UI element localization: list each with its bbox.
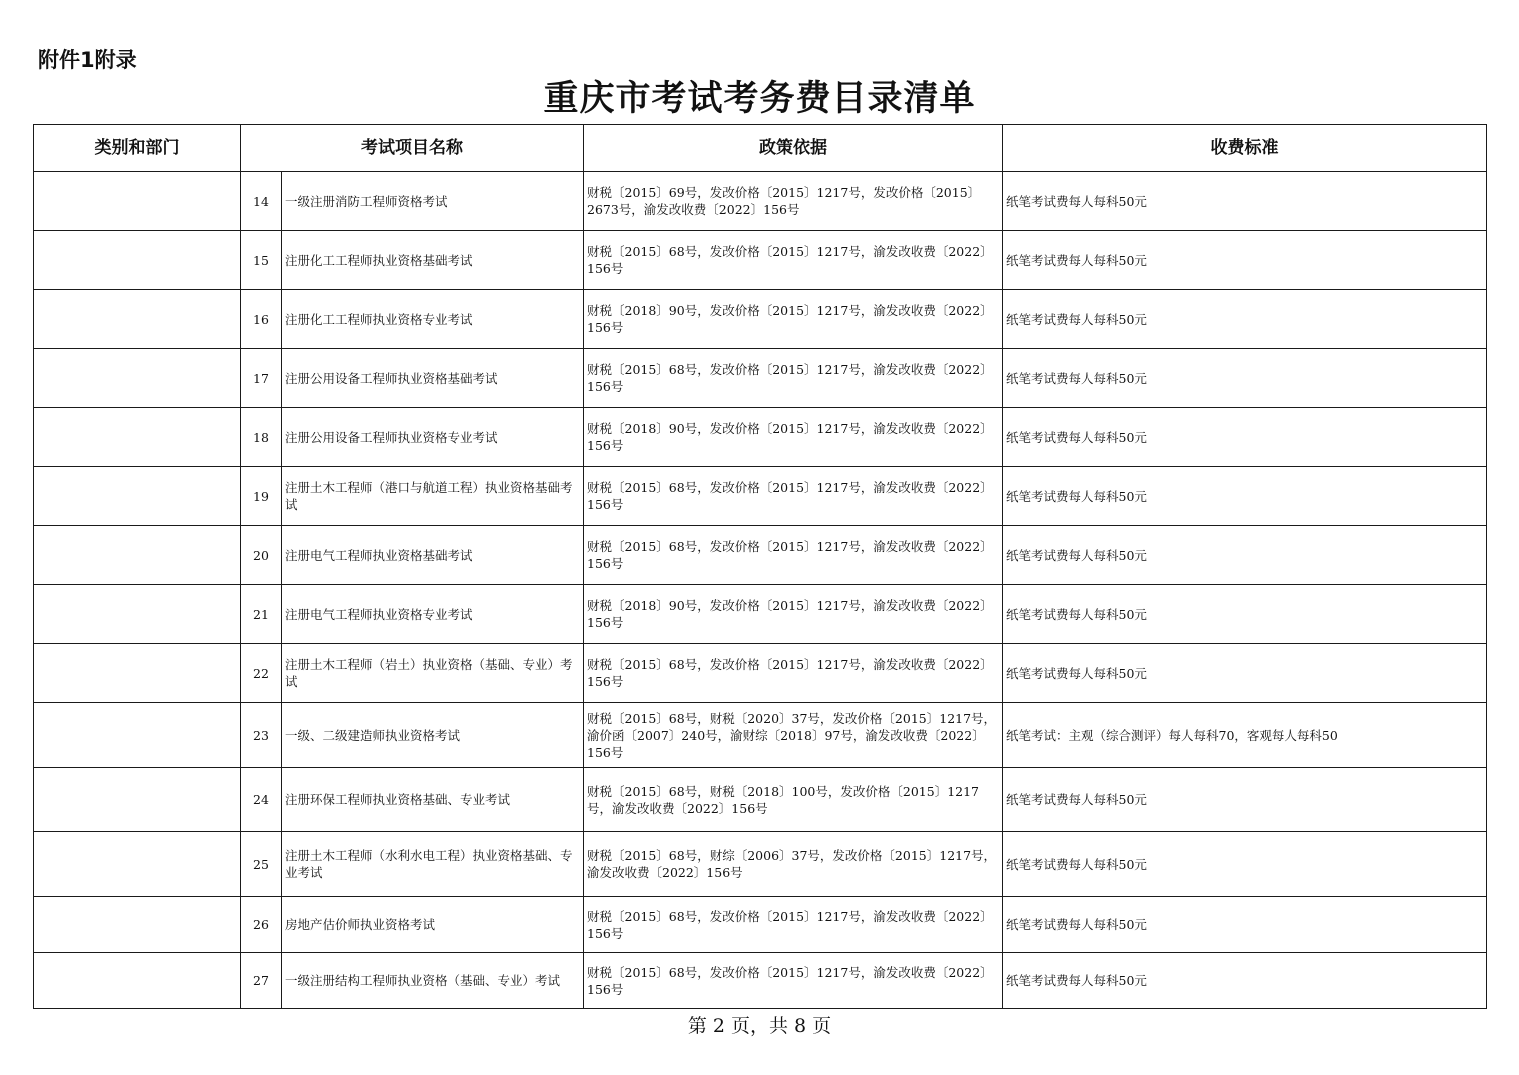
policy-cell: 财税〔2015〕69号，发改价格〔2015〕1217号，发改价格〔2015〕2673号，渝发改收费〔2022〕156号 <box>584 172 1003 231</box>
fee-cell: 纸笔考试费每人每科50元 <box>1003 467 1487 526</box>
fee-cell: 纸笔考试费每人每科50元 <box>1003 526 1487 585</box>
exam-name-cell: 注册土木工程师（港口与航道工程）执业资格基础考试 <box>282 467 584 526</box>
category-cell <box>34 349 241 408</box>
policy-cell: 财税〔2015〕68号，发改价格〔2015〕1217号，渝发改收费〔2022〕156号 <box>584 467 1003 526</box>
row-number: 22 <box>241 644 282 703</box>
exam-name-cell: 注册环保工程师执业资格基础、专业考试 <box>282 768 584 832</box>
table-row <box>34 290 1487 349</box>
policy-cell: 财税〔2015〕68号，财综〔2006〕37号，发改价格〔2015〕1217号，渝发改收费〔2022〕156号 <box>584 832 1003 897</box>
exam-name-cell: 注册土木工程师（水利水电工程）执业资格基础、专业考试 <box>282 832 584 897</box>
fee-cell: 纸笔考试费每人每科50元 <box>1003 231 1487 290</box>
category-cell <box>34 768 241 832</box>
category-cell <box>34 290 241 349</box>
page-footer: 第 2 页，共 8 页 <box>687 1015 832 1037</box>
fee-table <box>33 124 1487 1009</box>
table-row <box>34 467 1487 526</box>
policy-cell: 财税〔2015〕68号，财税〔2020〕37号，发改价格〔2015〕1217号，渝价函〔2007〕240号，渝财综〔2018〕97号，渝发改收费〔2022〕156号 <box>584 703 1003 768</box>
category-cell <box>34 585 241 644</box>
fee-cell: 纸笔考试费每人每科50元 <box>1003 585 1487 644</box>
row-number: 14 <box>241 172 282 231</box>
table-header-row <box>34 125 1487 172</box>
header-fee: 收费标准 <box>1003 125 1487 172</box>
table-row <box>34 897 1487 953</box>
policy-cell: 财税〔2018〕90号，发改价格〔2015〕1217号，渝发改收费〔2022〕156号 <box>584 585 1003 644</box>
exam-name-cell: 注册化工工程师执业资格基础考试 <box>282 231 584 290</box>
exam-name-cell: 注册土木工程师（岩土）执业资格（基础、专业）考试 <box>282 644 584 703</box>
table-row <box>34 349 1487 408</box>
category-cell <box>34 897 241 953</box>
exam-name-cell: 注册电气工程师执业资格基础考试 <box>282 526 584 585</box>
row-number: 19 <box>241 467 282 526</box>
policy-cell: 财税〔2015〕68号，发改价格〔2015〕1217号，渝发改收费〔2022〕156号 <box>584 349 1003 408</box>
category-cell <box>34 231 241 290</box>
fee-cell: 纸笔考试费每人每科50元 <box>1003 172 1487 231</box>
exam-name-cell: 注册电气工程师执业资格专业考试 <box>282 585 584 644</box>
table-row <box>34 953 1487 1009</box>
table-row <box>34 231 1487 290</box>
row-number: 26 <box>241 897 282 953</box>
fee-cell: 纸笔考试费每人每科50元 <box>1003 408 1487 467</box>
row-number: 17 <box>241 349 282 408</box>
fee-cell: 纸笔考试：主观（综合测评）每人每科70，客观每人每科50 <box>1003 703 1487 768</box>
header-category: 类别和部门 <box>34 125 241 172</box>
fee-cell: 纸笔考试费每人每科50元 <box>1003 832 1487 897</box>
table-row <box>34 832 1487 897</box>
exam-name-cell: 注册公用设备工程师执业资格专业考试 <box>282 408 584 467</box>
category-cell <box>34 644 241 703</box>
header-policy: 政策依据 <box>584 125 1003 172</box>
row-number: 16 <box>241 290 282 349</box>
fee-cell: 纸笔考试费每人每科50元 <box>1003 349 1487 408</box>
table-row <box>34 768 1487 832</box>
row-number: 25 <box>241 832 282 897</box>
row-number: 24 <box>241 768 282 832</box>
row-number: 18 <box>241 408 282 467</box>
exam-name-cell: 一级、二级建造师执业资格考试 <box>282 703 584 768</box>
policy-cell: 财税〔2018〕90号，发改价格〔2015〕1217号，渝发改收费〔2022〕156号 <box>584 290 1003 349</box>
exam-name-cell: 一级注册结构工程师执业资格（基础、专业）考试 <box>282 953 584 1009</box>
fee-cell: 纸笔考试费每人每科50元 <box>1003 644 1487 703</box>
table-row <box>34 644 1487 703</box>
table-row <box>34 172 1487 231</box>
fee-cell: 纸笔考试费每人每科50元 <box>1003 953 1487 1009</box>
row-number: 27 <box>241 953 282 1009</box>
fee-cell: 纸笔考试费每人每科50元 <box>1003 897 1487 953</box>
row-number: 23 <box>241 703 282 768</box>
category-cell <box>34 832 241 897</box>
policy-cell: 财税〔2015〕68号，发改价格〔2015〕1217号，渝发改收费〔2022〕156号 <box>584 897 1003 953</box>
header-exam-name: 考试项目名称 <box>241 125 584 172</box>
exam-name-cell: 房地产估价师执业资格考试 <box>282 897 584 953</box>
policy-cell: 财税〔2015〕68号，财税〔2018〕100号，发改价格〔2015〕1217号，渝发改收费〔2022〕156号 <box>584 768 1003 832</box>
fee-cell: 纸笔考试费每人每科50元 <box>1003 768 1487 832</box>
table-row <box>34 408 1487 467</box>
policy-cell: 财税〔2015〕68号，发改价格〔2015〕1217号，渝发改收费〔2022〕156号 <box>584 953 1003 1009</box>
category-cell <box>34 172 241 231</box>
policy-cell: 财税〔2018〕90号，发改价格〔2015〕1217号，渝发改收费〔2022〕156号 <box>584 408 1003 467</box>
fee-cell: 纸笔考试费每人每科50元 <box>1003 290 1487 349</box>
category-cell <box>34 526 241 585</box>
row-number: 21 <box>241 585 282 644</box>
exam-name-cell: 注册公用设备工程师执业资格基础考试 <box>282 349 584 408</box>
category-cell <box>34 703 241 768</box>
attachment-label: 附件1附录 <box>38 48 137 72</box>
category-cell <box>34 953 241 1009</box>
table-row <box>34 526 1487 585</box>
category-cell <box>34 408 241 467</box>
policy-cell: 财税〔2015〕68号，发改价格〔2015〕1217号，渝发改收费〔2022〕156号 <box>584 231 1003 290</box>
exam-name-cell: 一级注册消防工程师资格考试 <box>282 172 584 231</box>
exam-name-cell: 注册化工工程师执业资格专业考试 <box>282 290 584 349</box>
category-cell <box>34 467 241 526</box>
page-title: 重庆市考试考务费目录清单 <box>543 78 976 119</box>
table-row <box>34 585 1487 644</box>
table-row <box>34 703 1487 768</box>
row-number: 15 <box>241 231 282 290</box>
policy-cell: 财税〔2015〕68号，发改价格〔2015〕1217号，渝发改收费〔2022〕156号 <box>584 644 1003 703</box>
row-number: 20 <box>241 526 282 585</box>
policy-cell: 财税〔2015〕68号，发改价格〔2015〕1217号，渝发改收费〔2022〕156号 <box>584 526 1003 585</box>
